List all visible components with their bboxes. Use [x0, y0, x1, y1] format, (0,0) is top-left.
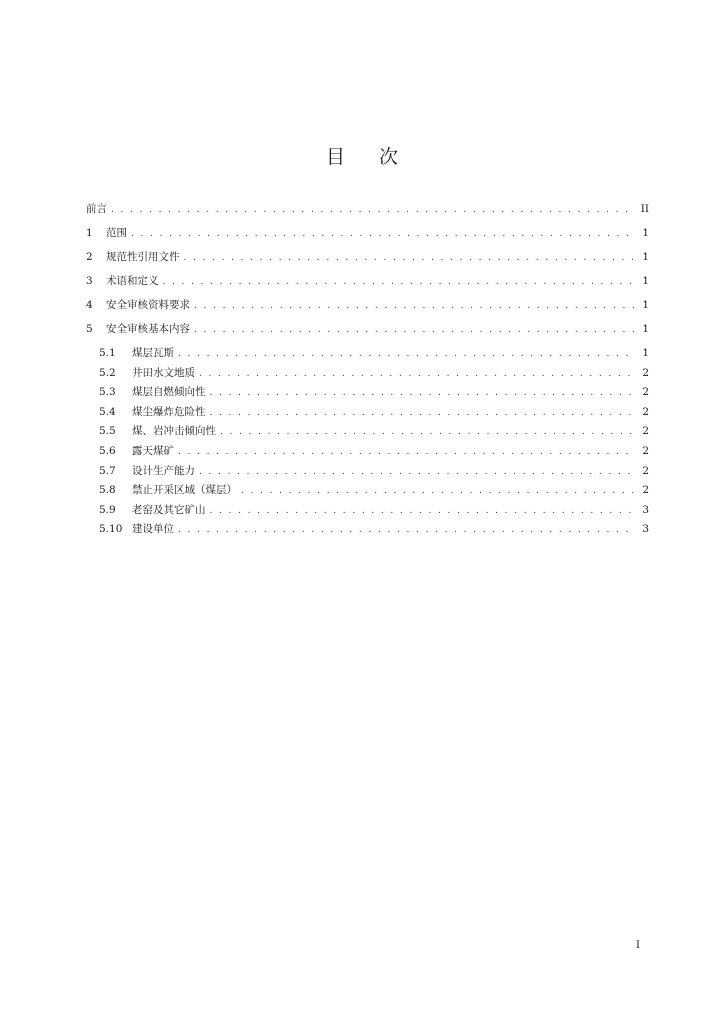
toc-entry[interactable] — [86, 346, 649, 366]
toc-entry-page: 3 — [642, 523, 649, 536]
dot-leader — [199, 367, 635, 382]
toc-entry-label: 范围 — [106, 227, 127, 239]
toc-entry-label: 煤层瓦斯 — [132, 347, 174, 359]
toc-entry-number: 5 — [86, 323, 93, 335]
dot-leader — [210, 504, 636, 519]
title-char-left: 目 — [325, 146, 345, 168]
toc-entry-number: 1 — [86, 227, 93, 239]
toc-entry-label: 安全审核基本内容 — [106, 323, 190, 335]
dot-leader — [194, 323, 635, 338]
toc-entry-number: 5.2 — [99, 366, 116, 379]
toc-entry[interactable] — [86, 522, 649, 542]
toc-entry[interactable] — [86, 274, 649, 298]
toc-entry-page: 2 — [642, 444, 649, 457]
title-char-right: 次 — [379, 146, 399, 168]
toc-entry-label: 老窑及其它矿山 — [132, 503, 206, 516]
page-title — [0, 142, 724, 169]
toc-entry-label: 安全审核资料要求 — [106, 299, 190, 311]
toc-entry-label: 露天煤矿 — [132, 444, 174, 457]
toc-entry[interactable] — [86, 464, 649, 484]
toc-entry-label: 井田水文地质 — [132, 366, 195, 379]
toc-entry-page: 1 — [642, 323, 649, 335]
dot-leader — [184, 251, 636, 266]
toc-entry-label: 煤、岩冲击倾向性 — [132, 425, 216, 438]
toc-entry-number: 5.5 — [99, 425, 116, 438]
toc-entry-page: 1 — [642, 227, 649, 239]
toc-entry-page: 2 — [642, 386, 649, 399]
toc-entry-page: 2 — [642, 366, 649, 379]
dot-leader — [220, 425, 635, 440]
toc-entry-number: 5.3 — [99, 386, 116, 399]
toc-entry[interactable] — [86, 424, 649, 444]
toc-entry[interactable] — [86, 405, 649, 425]
toc-entry-label: 设计生产能力 — [132, 464, 195, 477]
dot-leader — [131, 227, 635, 242]
dot-leader — [199, 465, 635, 480]
toc-entry-page: 2 — [642, 425, 649, 438]
toc-entry-label: 前言 — [86, 203, 107, 215]
table-of-contents — [86, 202, 649, 542]
toc-entry-page: 1 — [642, 347, 649, 359]
toc-entry-page: 2 — [642, 464, 649, 477]
toc-entry-page: II — [640, 203, 649, 215]
toc-entry-number: 5.6 — [99, 444, 116, 457]
toc-entry-number: 4 — [86, 299, 93, 311]
dot-leader — [194, 299, 635, 314]
toc-entry[interactable] — [86, 483, 649, 503]
toc-entry-label: 术语和定义 — [106, 275, 159, 287]
toc-entry[interactable] — [86, 250, 649, 274]
toc-entry[interactable] — [86, 202, 649, 226]
toc-entry-number: 5.9 — [99, 503, 116, 516]
dot-leader — [241, 484, 635, 499]
toc-entry-page: 2 — [642, 484, 649, 497]
toc-entry-label: 规范性引用文件 — [106, 251, 180, 263]
dot-leader — [210, 386, 636, 401]
dot-leader — [111, 203, 635, 218]
toc-entry[interactable] — [86, 298, 649, 322]
toc-entry-page: 1 — [642, 251, 649, 263]
toc-entry[interactable] — [86, 503, 649, 523]
dot-leader — [210, 406, 636, 421]
toc-entry-label: 建设单位 — [132, 523, 174, 536]
toc-entry-number: 5.7 — [99, 464, 116, 477]
dot-leader — [178, 347, 635, 362]
dot-leader — [178, 523, 635, 538]
toc-entry-number: 3 — [86, 275, 93, 287]
toc-entry-label: 禁止开采区域（煤层） — [132, 484, 237, 497]
toc-entry-number: 5.8 — [99, 484, 116, 497]
toc-entry-page: 1 — [642, 275, 649, 287]
toc-entry-number: 5.10 — [99, 523, 123, 536]
toc-entry[interactable] — [86, 385, 649, 405]
toc-entry-number: 2 — [86, 251, 93, 263]
toc-entry-page: 2 — [642, 405, 649, 418]
footer-page-number: I — [636, 940, 640, 951]
toc-entry[interactable] — [86, 322, 649, 346]
toc-entry[interactable] — [86, 226, 649, 250]
toc-entry[interactable] — [86, 444, 649, 464]
toc-entry-number: 5.4 — [99, 405, 116, 418]
toc-entry-page: 3 — [642, 503, 649, 516]
dot-leader — [178, 445, 635, 460]
toc-entry[interactable] — [86, 366, 649, 386]
toc-entry-number: 5.1 — [99, 347, 116, 359]
dot-leader — [163, 275, 636, 290]
toc-entry-label: 煤层自燃倾向性 — [132, 386, 206, 399]
toc-entry-page: 1 — [642, 299, 649, 311]
toc-entry-label: 煤尘爆炸危险性 — [132, 405, 206, 418]
